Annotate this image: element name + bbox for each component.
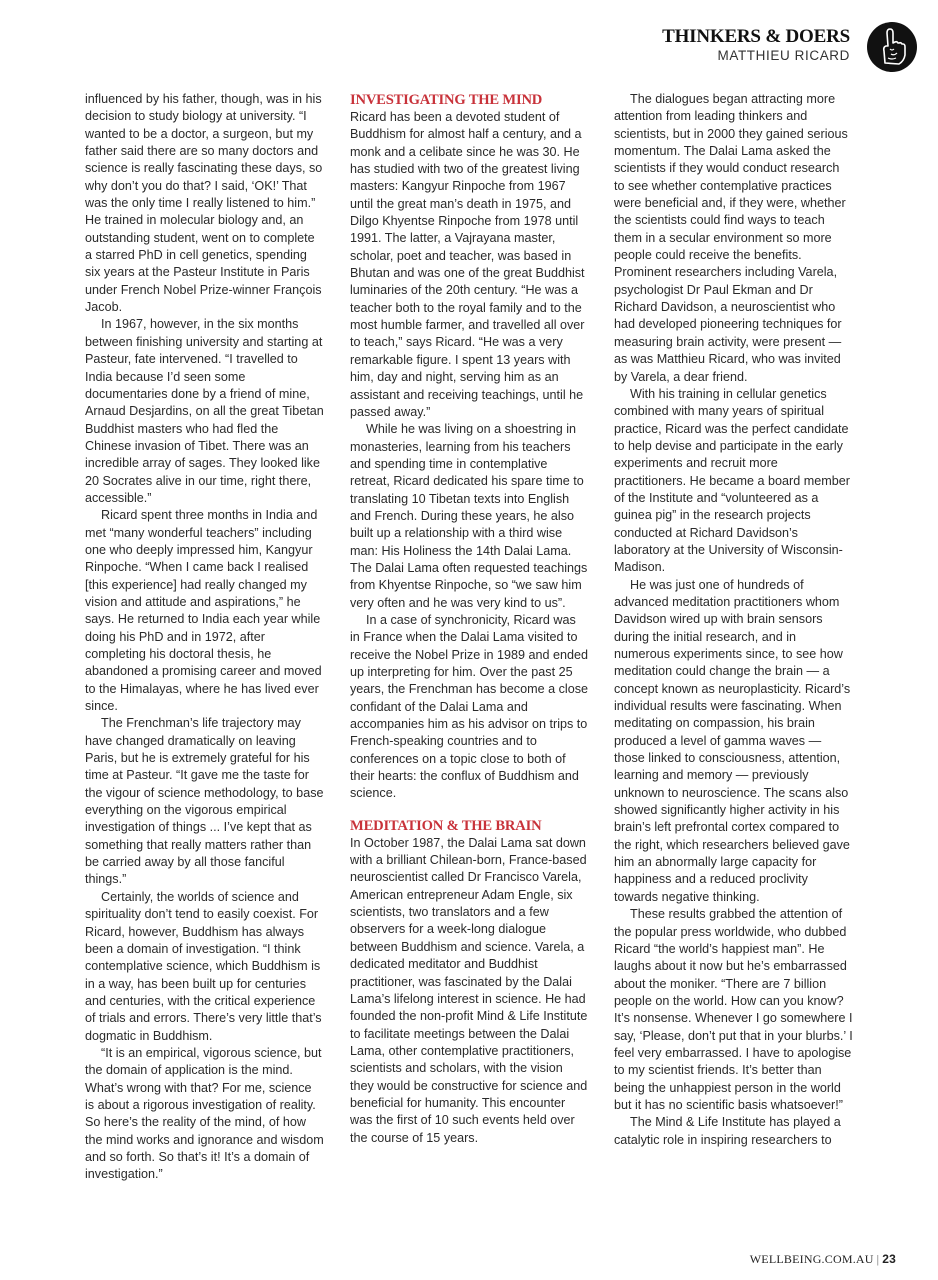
paragraph: In October 1987, the Dalai Lama sat down with a brilliant Chilean-born, France-based neuroscientist called Dr Francisco Varela, American entrepreneur Adam Engle, six scientists, two translators and a few observers for a week-long dialogue between Buddhism and science. Varela, a dedicated meditator and Buddhist practitioner, was fascinated by the Dalai Lama’s lifelong interest in science. He had founded the non-profit Mind & Life Institute to facilitate meetings between the Dalai Lama, other contemplative practitioners, scientists and scholars, with the vision they would be constructive for science and beneficial for humanity. This encounter was the first of 10 such events held over the course of 15 years. [350, 835, 588, 1145]
paragraph: While he was living on a shoestring in monasteries, learning from his teachers and spending time in contemplative retreat, Ricard dedicated his spare time to translating 10 Tibetan texts into English and French. During these years, he also built up a relationship with a third wise man: His Holiness the 14th Dalai Lama. The Dalai Lama often requested teachings from Khyentse Rinpoche, so “we saw him very often and he was very kind to us”. [350, 422, 588, 610]
website-label: WELLBEING.COM.AU [749, 1252, 874, 1266]
subheading-investigating-the-mind: INVESTIGATING THE MIND [350, 92, 543, 108]
page-number: 23 [882, 1252, 896, 1266]
paragraph: Ricard has been a devoted student of Buddhism for almost half a century, and a monk and a celibate since he was 30. He has studied with two of the greatest living masters: Kangyur Rinpoche from 1967 until the great man’s death in 1975, and Dilgo Khyentse Rinpoche from 1978 until 1991. The latter, a Vajrayana master, scholar, poet and teacher, was based in Bhutan and was one of the great Buddhist luminaries of the 20th century. “He was a teacher both to the royal family and to the most humble farmer, and travelled all over to teach,” says Ricard. “He was a very remarkable figure. I spent 13 years with him, day and night, serving him as an assistant and receiving teachings, until he passed away.” [350, 110, 585, 419]
pointing-hand-icon [866, 21, 918, 73]
article-column-1 [85, 91, 324, 1184]
paragraph: With his training in cellular genetics combined with many years of spiritual practice, Ricard was the perfect candidate to help devise and participate in the early experiments and recruit more practitioners. He became a board member of the Institute and “volunteered as a guinea pig” in the research projects conducted at Richard Davidson’s laboratory at the University of Wisconsin-Madison. [614, 386, 850, 575]
paragraph: Certainly, the worlds of science and spirituality don’t tend to easily coexist. For Ricard, however, Buddhism has always been a domain of investigation. “I think contemplative science, which Buddhism is in a way, has been built up for centuries and centuries, with the critical experience of trials and errors. There’s very little that’s dogmatic in Buddhism. [85, 889, 322, 1043]
article-subject: MATTHIEU RICARD [717, 48, 850, 63]
paragraph: These results grabbed the attention of the popular press worldwide, who dubbed Ricard “the world’s happiest man”. He laughs about it now but he’s embarrassed about the moniker. “There are 7 billion people on the world. How can you know? It’s nonsense. Whenever I go somewhere I say, ‘Please, don’t put that in your blurbs.’ I feel very embarrassed. I have to apologise to my scientist friends. It’s better than being the unhappiest person in the world but it has no scientific basis whatsoever!” [614, 907, 853, 1112]
paragraph: The dialogues began attracting more attention from leading thinkers and scientists, but in 2000 they gained serious momentum. The Dalai Lama asked the scientists if they would conduct research to see whether contemplative practices were beneficial and, if they were, whether the scientists could find ways to teach them in a secular environment so more people could receive the benefits. Prominent researchers including Varela, psychologist Dr Paul Ekman and Dr Richard Davidson, a neuroscientist who had developed pioneering techniques for measuring brain activity, were present — as was Matthieu Ricard, who was invited by Varela, a dear friend. [614, 92, 848, 384]
footer-separator: | [876, 1252, 880, 1266]
paragraph: The Mind & Life Institute has played a catalytic role in inspiring researchers to [614, 1115, 841, 1147]
paragraph: Ricard spent three months in India and met “many wonderful teachers” including one who deeply impressed him, Kangyur Rinpoche. “When I came back I realised [this experience] had really changed my vision and attitude and aspirations,” he says. He returned to India each year while doing his PhD and in 1972, after completing his doctoral thesis, he abandoned a promising career and moved to the Himalayas, where he has lived ever since. [85, 508, 322, 714]
paragraph: In a case of synchronicity, Ricard was in France when the Dalai Lama visited to receive the Nobel Prize in 1989 and ended up interpreting for him. Over the past 25 years, the Frenchman has become a close confidant of the Dalai Lama and accompanies him as his advisor on trips to French-speaking countries and to conferences on a topic close to both of their hearts: the conflux of Buddhism and science. [350, 612, 589, 801]
article-column-3 [614, 91, 853, 1149]
section-title: THINKERS & DOERS [662, 26, 850, 47]
paragraph: “It is an empirical, vigorous science, but the domain of application is the mind. What’s wrong with that? For me, science is about a rigorous investigation of reality. So here’s the reality of the mind, of how the mind works and ignorance and wisdom and so forth. So that’s it! It’s a domain of investigation.” [85, 1045, 324, 1182]
paragraph: The Frenchman’s life trajectory may have changed dramatically on leaving Paris, but he is extremely grateful for his time at Pasteur. “It gave me the taste for the vigour of science methodology, to base everything on the vigorous empirical investigation of things ... I’ve kept that as something that really matters rather than be carried away by all those fanciful things.” [85, 716, 324, 887]
paragraph: In 1967, however, in the six months between finishing university and starting at Pasteur, fate intervened. “I travelled to India because I’d seen some documentaries done by a friend of mine, Arnaud Desjardins, on all the great Tibetan Buddhist masters who had fled the Chinese invasion of Tibet. There was an incredible array of sages. They looked like 20 Socrates alive in our time, right there, accessible.” [85, 317, 324, 505]
page-header [662, 26, 850, 64]
paragraph: influenced by his father, though, was in his decision to study biology at university. “I wanted to be a doctor, a surgeon, but my father said there are so many doctors and science is really fascinating these days, so why don’t you do that? I said, ‘OK!’ That was the only time I really listened to him.” He trained in molecular biology and, an outstanding student, went on to complete a starred PhD in cell genetics, spending six years at the Pasteur Institute in Paris under French Nobel Prize-winner François Jacob. [85, 92, 323, 315]
page-footer [750, 1252, 896, 1267]
article-column-2 [350, 91, 589, 1147]
subheading-meditation-and-the-brain: MEDITATION & THE BRAIN [350, 817, 542, 834]
paragraph: He was just one of hundreds of advanced meditation practitioners whom Davidson wired up with brain sensors during the initial research, and in numerous experiments since, to see how meditation could change the brain — a concept known as neuroplasticity. Ricard’s individual results were fascinating. When meditating on compassion, his brain produced a level of gamma waves — those linked to consciousness, attention, learning and memory — previously unknown to neuroscience. The scans also showed significantly higher activity in his brain’s left prefrontal cortex compared to the right, which researchers believed gave him an abnormally large capacity for happiness and a reduced proclivity towards negative thinking. [614, 577, 851, 904]
